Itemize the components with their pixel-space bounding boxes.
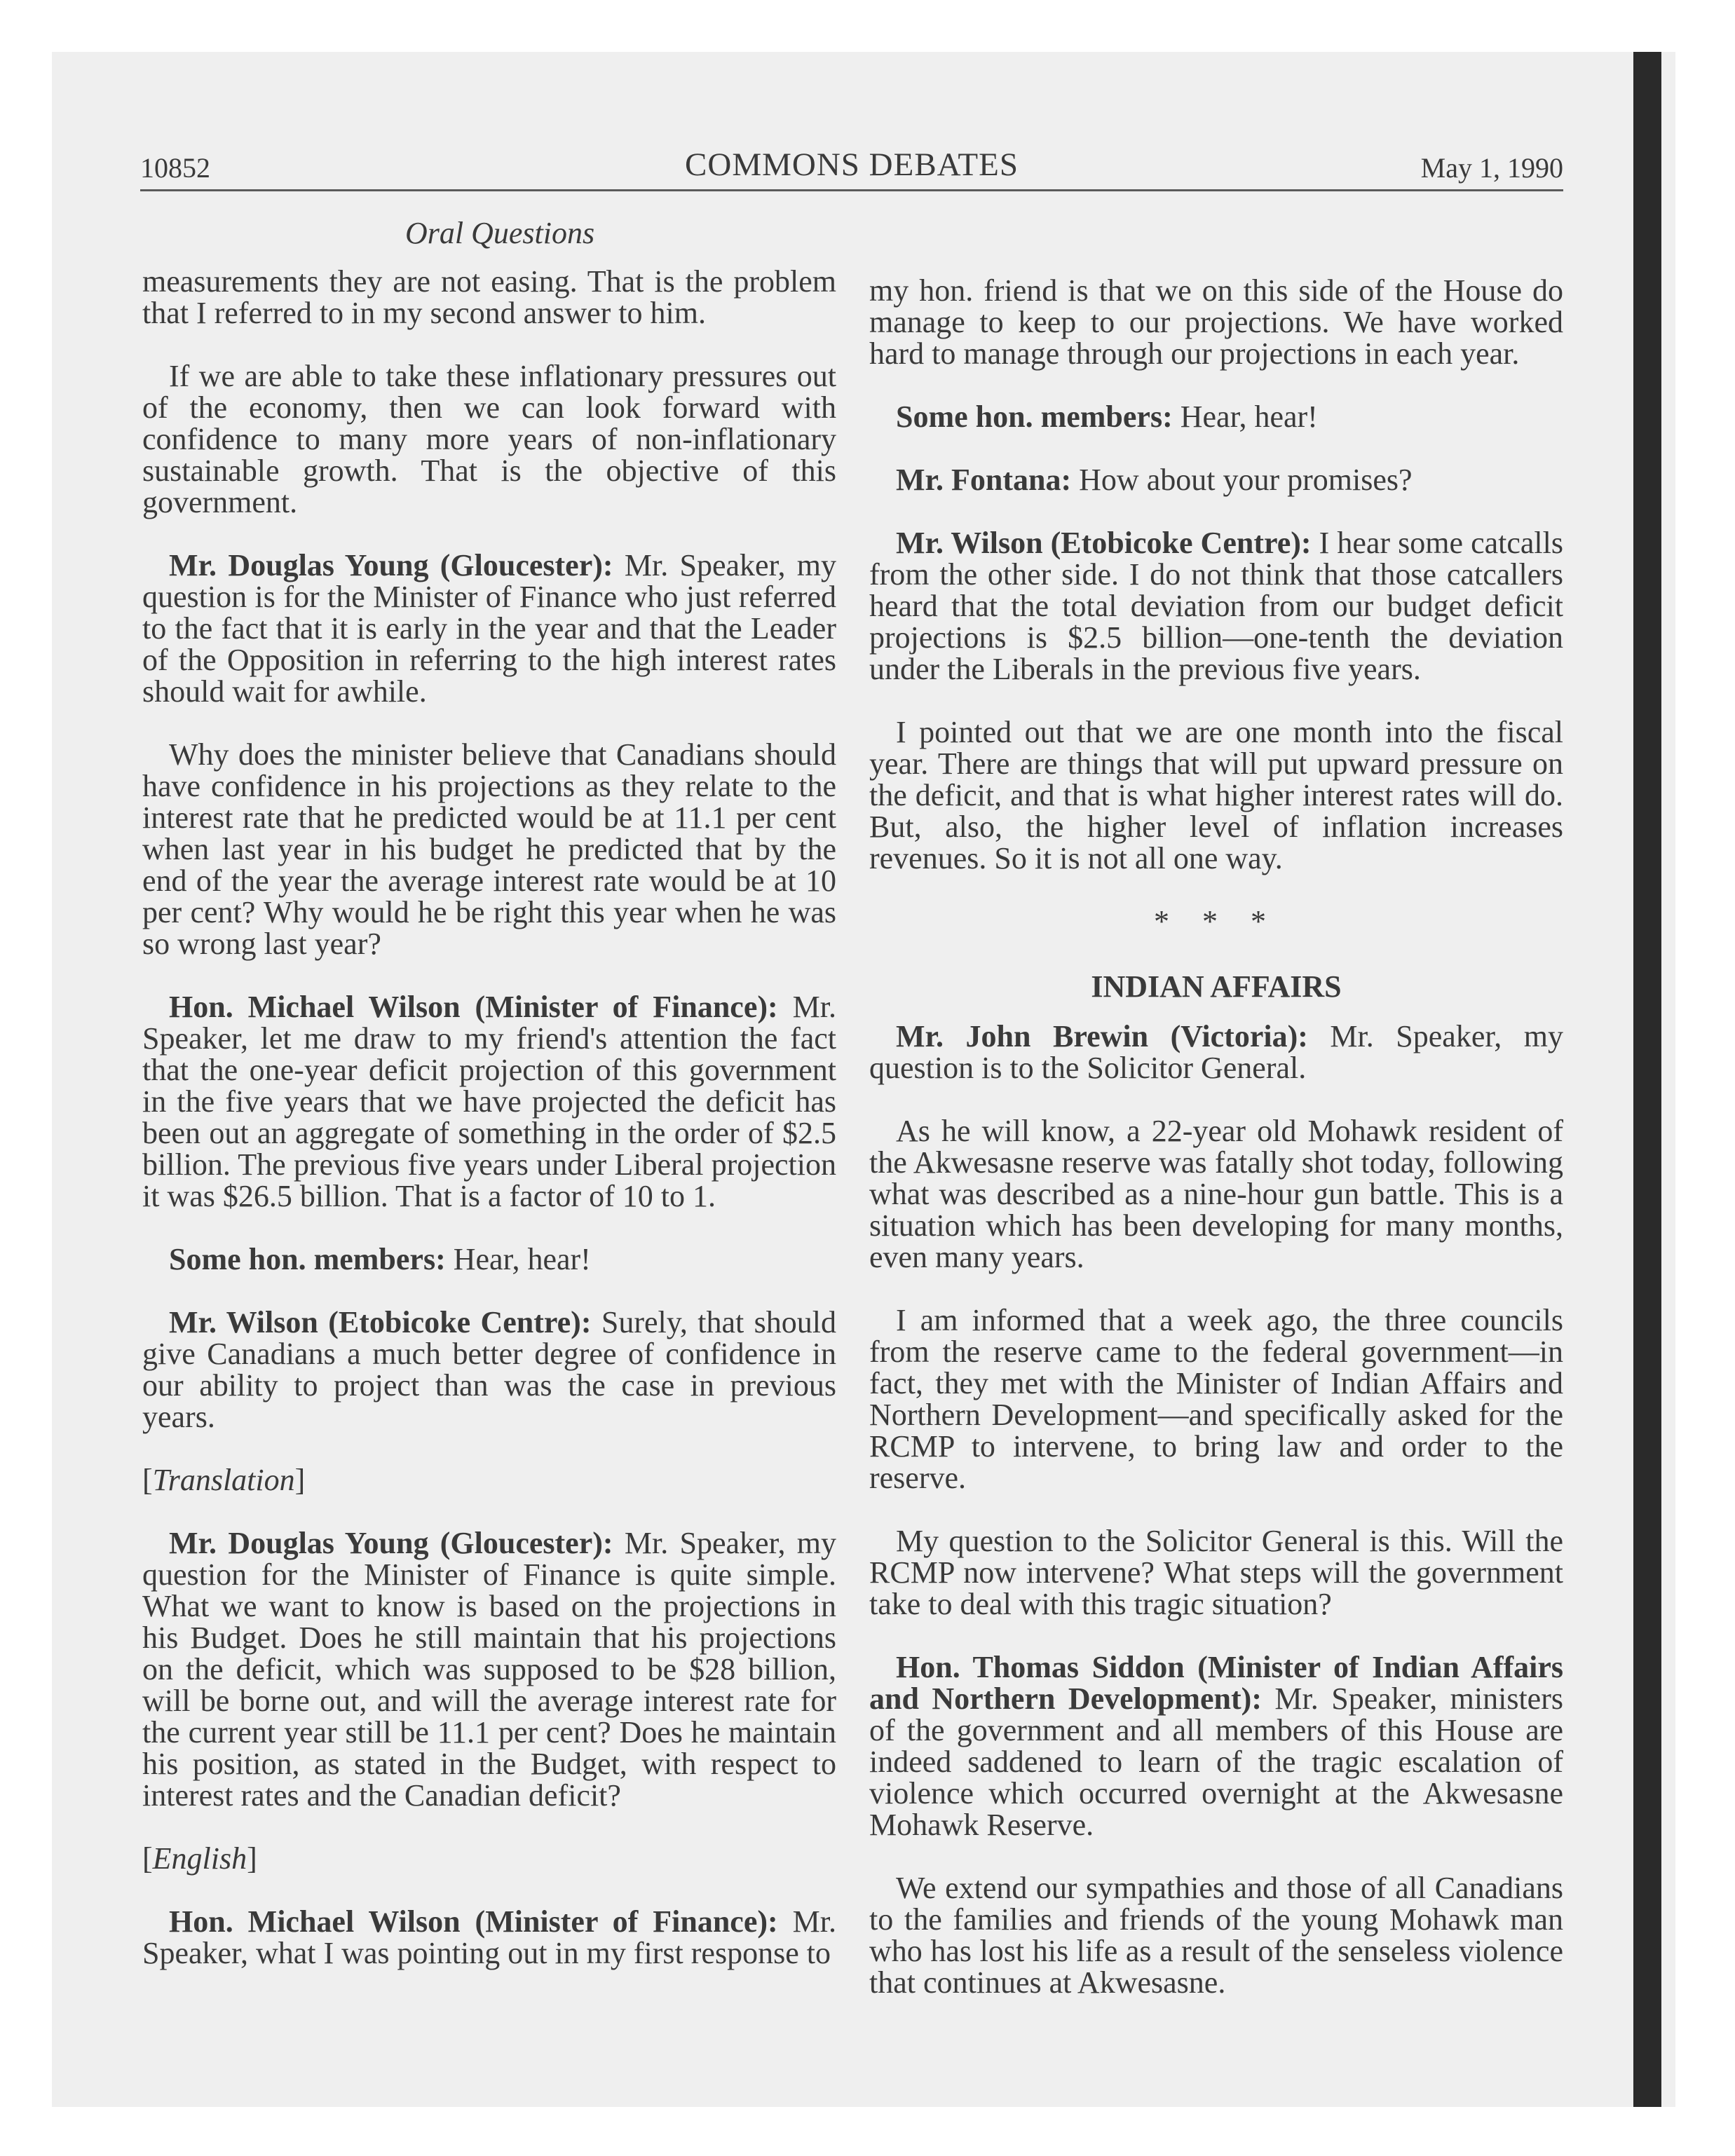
speech-text: Surely, that should give Canadians a much better degree of confidence in our ability to project than was the case in previous years. <box>142 1305 836 1434</box>
speaker-name: Mr. Fontana: <box>896 463 1072 497</box>
paragraph: I am informed that a week ago, the three councils from the reserve came to the federal government—in fact, they met with the Minister of Indian Affairs and Northern Development—and specifically asked for the RCMP to intervene, to bring law and order to the reserve. <box>869 1303 1563 1495</box>
speech-text: Mr. Speaker, what I was pointing out in my first response to <box>142 1904 836 1970</box>
speaker-name: Mr. Wilson (Etobicoke Centre): <box>896 526 1312 560</box>
scan-edge-shadow <box>1633 52 1661 2107</box>
speech-text: I hear some catcalls from the other side. I do not think that those catcallers heard that the total deviation from our budget deficit projections is $2.5 billion—one-tenth the deviation under the Liberals in the previous five years. <box>869 526 1563 686</box>
speech-paragraph <box>142 1906 836 1969</box>
left-column <box>142 217 836 2000</box>
speech-paragraph <box>142 1243 836 1275</box>
speech-text: Mr. Speaker, my question for the Minister of Finance is quite simple. What we want to know is based on the projections in his Budget. Does he still maintain that his projections on the deficit, which was supposed to be $28 billion, will be borne out, and will the average interest rate for the current year still be 11.1 per cent? Does he maintain his position, as stated in the Budget, with respect to interest rates and the Canadian deficit? <box>142 1526 836 1813</box>
publication-date: May 1, 1990 <box>1420 152 1563 184</box>
speech-paragraph <box>869 1021 1563 1084</box>
speech-text: Hear, hear! <box>1172 400 1318 434</box>
section-separator: * * * <box>1154 904 1279 939</box>
speech-text: How about your promises? <box>1071 463 1413 497</box>
speaker-name: Mr. Douglas Young (Gloucester): <box>169 548 613 582</box>
paragraph: my hon. friend is that we on this side of the House do manage to keep to our projections. We have worked hard to manage through our projections in each year. <box>869 273 1563 371</box>
speaker-name: Mr. Douglas Young (Gloucester): <box>169 1526 613 1560</box>
running-head: Oral Questions <box>404 216 595 250</box>
language-tag: [Translation] <box>142 1463 306 1497</box>
paragraph: Why does the minister believe that Canadians should have confidence in his projections as they relate to the interest rate that he predicted would be at 11.1 per cent when last year in his budget he predicted that by the end of the year the average interest rate would be at 10 per cent? Why would he be right this year when he was so wrong last year? <box>142 737 836 961</box>
speech-paragraph <box>142 991 836 1212</box>
speech-paragraph <box>869 464 1563 496</box>
speaker-name: Hon. Thomas Siddon (Minister of Indian Affairs and Northern Development): <box>869 1650 1563 1716</box>
page-header <box>140 146 1563 188</box>
paragraph: As he will know, a 22-year old Mohawk resident of the Akwesasne reserve was fatally shot today, following what was described as a nine-hour gun battle. This is a situation which has been developing for many months, even many years. <box>869 1114 1563 1274</box>
right-column <box>869 275 1563 2030</box>
speaker-name: Mr. John Brewin (Victoria): <box>896 1019 1308 1053</box>
speech-paragraph <box>869 527 1563 685</box>
speech-text: Mr. Speaker, let me draw to my friend's attention the fact that the one-year deficit projection of this government in the five years that we have projected the deficit has been out an aggregate of something in the order of $2.5 billion. The previous five years under Liberal projection it was $26.5 billion. That is a factor of 10 to 1. <box>142 990 836 1213</box>
header-rule <box>140 189 1563 191</box>
language-tag-text: Translation <box>152 1463 295 1497</box>
section-heading: INDIAN AFFAIRS <box>1091 969 1342 1004</box>
speaker-name: Mr. Wilson (Etobicoke Centre): <box>169 1305 592 1339</box>
speech-text: Hear, hear! <box>445 1242 591 1276</box>
publication-title: COMMONS DEBATES <box>685 146 1019 183</box>
paragraph: If we are able to take these inflationary pressures out of the economy, then we can look forward with confidence to many more years of non-inflationary sustainable growth. That is the objective of this government. <box>142 359 836 519</box>
paragraph: I pointed out that we are one month into the fiscal year. There are things that will put upward pressure on the deficit, and that is what higher interest rates will do. But, also, the higher level of inflation increases revenues. So it is not all one way. <box>869 715 1563 875</box>
speech-text: Mr. Speaker, my question is for the Minister of Finance who just referred to the fact that it is early in the year and that the Leader of the Opposition in referring to the high interest rates should wait for awhile. <box>142 548 836 709</box>
speech-text: Mr. Speaker, ministers of the government and all members of this House are indeed saddened to learn of the tragic escalation of violence which occurred overnight at the Akwesasne Mohawk Reserve. <box>869 1681 1563 1842</box>
page-number: 10852 <box>140 152 210 184</box>
speech-paragraph <box>869 1651 1563 1841</box>
speech-paragraph <box>869 401 1563 432</box>
speaker-name: Hon. Michael Wilson (Minister of Finance): <box>169 990 778 1024</box>
speech-paragraph <box>142 1306 836 1433</box>
paragraph: We extend our sympathies and those of all Canadians to the families and friends of the young Mohawk man who has lost his life as a result of the senseless violence that continues at Akwesasne. <box>869 1871 1563 2000</box>
speech-text: Mr. Speaker, my question is to the Solicitor General. <box>869 1019 1563 1085</box>
speech-paragraph <box>142 1527 836 1811</box>
language-tag: [English] <box>142 1841 257 1876</box>
paragraph: My question to the Solicitor General is this. Will the RCMP now intervene? What steps will the government take to deal with this tragic situation? <box>869 1524 1563 1621</box>
speaker-name: Some hon. members: <box>896 400 1173 434</box>
paragraph: measurements they are not easing. That is the problem that I referred to in my second answer to him. <box>142 264 836 330</box>
speaker-name: Hon. Michael Wilson (Minister of Finance): <box>169 1904 778 1939</box>
speaker-name: Some hon. members: <box>169 1242 446 1276</box>
speech-paragraph <box>142 550 836 707</box>
language-tag-text: English <box>152 1841 247 1876</box>
